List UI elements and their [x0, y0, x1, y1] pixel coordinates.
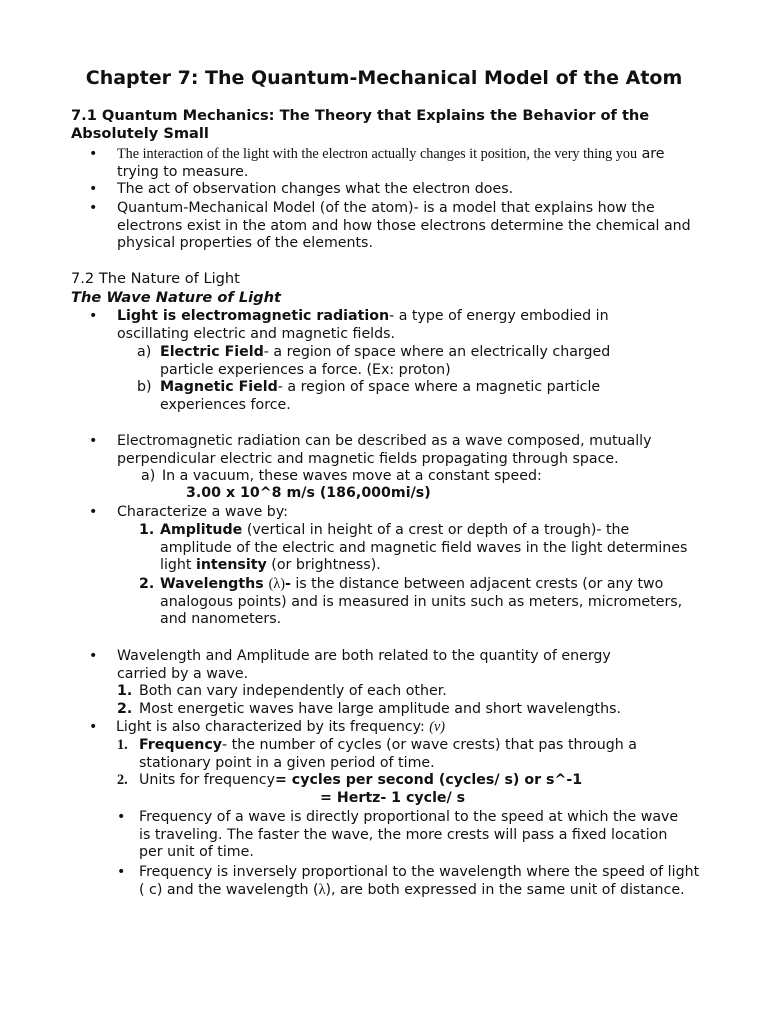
list-marker: 2. [117, 772, 128, 788]
bullet: • [89, 146, 98, 162]
bullet: • [89, 504, 98, 520]
section-7-1-heading: 7.1 Quantum Mechanics: The Theory that Explains the Behavior of the Absolutely Small [71, 107, 650, 142]
section-7-2-heading: 7.2 The Nature of Light [71, 270, 240, 287]
bullet: • [89, 181, 98, 197]
list-item: Amplitude (vertical in height of a crest or depth of a trough)- the amplitude of the electric and magnetic field waves in the light determines light intensity (or brightness). [160, 522, 688, 574]
list-item: The interaction of the light with the electron actually changes it position, the very thing you are trying to measure. [117, 146, 665, 180]
bullet: • [117, 809, 126, 825]
list-item: Electromagnetic radiation can be described as a wave composed, mutually perpendicular electric and magnetic fields propagating through space. [117, 433, 652, 467]
bullet: • [89, 719, 98, 735]
bullet: • [89, 648, 98, 664]
subsection-heading: The Wave Nature of Light [71, 289, 281, 306]
list-marker: 1. [117, 683, 133, 699]
hertz-line: = Hertz- 1 cycle/ s [320, 790, 466, 806]
list-marker: a) [137, 344, 152, 360]
list-item: Frequency- the number of cycles (or wave crests) that pas through a stationary point in a given period of time. [139, 737, 637, 771]
list-item: Most energetic waves have large amplitude and short wavelengths. [139, 701, 621, 717]
list-item: Frequency of a wave is directly proportional to the speed at which the wave is traveling. The faster the wave, the more crests will pass a fixed location per unit of time. [139, 809, 679, 861]
bullet: • [89, 308, 98, 324]
list-item: In a vacuum, these waves move at a constant speed: [162, 468, 542, 484]
bullet: • [89, 200, 98, 216]
list-item: Units for frequency= cycles per second (cycles/ s) or s^-1 [139, 772, 583, 788]
chapter-title: Chapter 7: The Quantum-Mechanical Model of the Atom [85, 67, 683, 89]
list-marker: 1. [139, 522, 155, 538]
list-item: Light is electromagnetic radiation- a type of energy embodied in oscillating electric and magnetic fields. [117, 308, 609, 342]
list-item: Magnetic Field- a region of space where a magnetic particle experiences force. [160, 379, 601, 413]
bullet: • [89, 433, 98, 449]
list-item: Characterize a wave by: [117, 504, 288, 520]
list-item: Wavelength and Amplitude are both related to the quantity of energy carried by a wave. [117, 648, 611, 682]
list-item: Wavelengths (λ)- is the distance between adjacent crests (or any two analogous points) and is measured in units such as meters, micrometers, and nanometers. [160, 576, 683, 628]
list-item: Quantum-Mechanical Model (of the atom)- is a model that explains how the electrons exist in the atom and how those electrons determine the chemical and physical properties of the elements. [117, 200, 691, 252]
list-marker: b) [137, 379, 152, 395]
list-item: Both can vary independently of each other. [139, 683, 447, 699]
list-item: The act of observation changes what the electron does. [117, 181, 514, 197]
list-item: Light is also characterized by its frequency: (ν) [116, 719, 446, 735]
list-marker: a) [141, 468, 156, 484]
list-marker: 2. [117, 701, 133, 717]
list-item: Frequency is inversely proportional to the wavelength where the speed of light ( c) and the wavelength (λ), are both expressed in the same unit of distance. [139, 864, 700, 898]
speed-of-light: 3.00 x 10^8 m/s (186,000mi/s) [186, 485, 431, 501]
bullet: • [117, 864, 126, 880]
list-marker: 1. [117, 737, 128, 753]
list-marker: 2. [139, 576, 155, 592]
list-item: Electric Field- a region of space where an electrically charged particle experiences a force. (Ex: proton) [160, 344, 611, 378]
